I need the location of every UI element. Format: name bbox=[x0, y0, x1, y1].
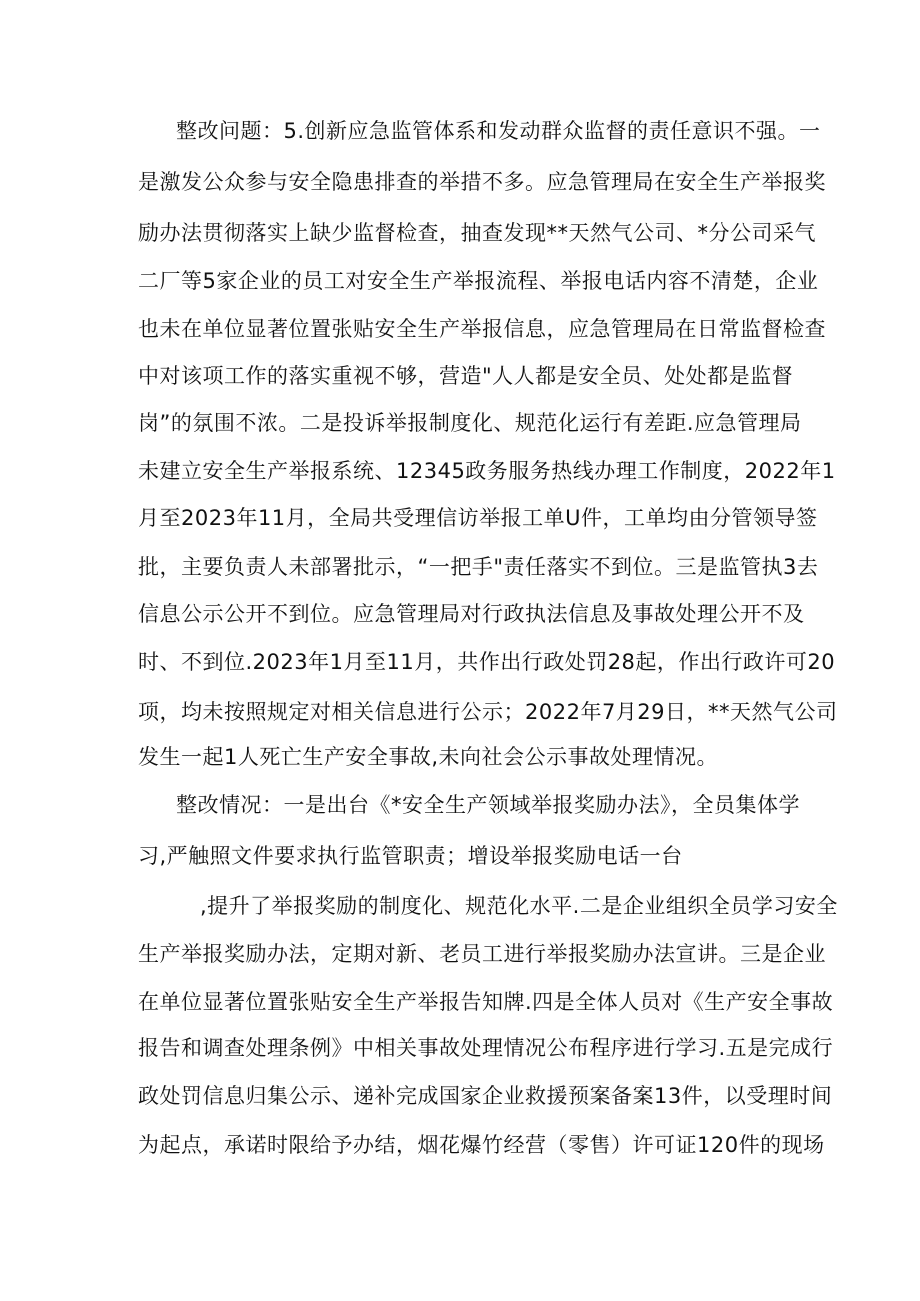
paragraph-1-line-4: 二厂等5家企业的员工对安全生产举报流程、举报电话内容不清楚，企业 bbox=[138, 269, 819, 293]
paragraph-1-line-3: 励办法贯彻落实上缺少监督检查，抽查发现**天然气公司、*分公司采气 bbox=[138, 221, 816, 245]
paragraph-1-line-2: 是激发公众参与安全隐患排查的举措不多。应急管理局在安全生产举报奖 bbox=[138, 170, 826, 194]
paragraph-3-line-5: 政处罚信息归集公示、递补完成国家企业救援预案备案13件，以受理时间 bbox=[138, 1084, 833, 1108]
paragraph-1-line-6: 中对该项工作的落实重视不够，营造"人人都是安全员、处处都是监督 bbox=[138, 364, 794, 388]
paragraph-2-line-2: 习,严触照文件要求执行监管职责；增设举报奖励电话一台 bbox=[138, 844, 683, 868]
paragraph-1-line-14: 发生一起1人死亡生产安全事故,未向社会公示事故处理情况。 bbox=[138, 745, 719, 769]
paragraph-2-line-1: 整改情况：一是出台《*安全生产领域举报奖励办法》，全员集体学 bbox=[176, 793, 800, 817]
paragraph-1-line-7: 岗”的氛围不浓。二是投诉举报制度化、规范化运行有差距.应急管理局 bbox=[138, 411, 802, 435]
paragraph-1-line-9: 月至2023年11月，全局共受理信访举报工单U件，工单均由分管领导签 bbox=[138, 506, 818, 530]
paragraph-1-line-10: 批，主要负责人未部署批示，“一把手"责任落实不到位。三是监管执3去 bbox=[138, 555, 819, 579]
paragraph-1-line-13: 项，均未按照规定对相关信息进行公示；2022年7月29日，**天然气公司 bbox=[138, 700, 838, 724]
paragraph-1-line-11: 信息公示公开不到位。应急管理局对行政执法信息及事故处理公开不及 bbox=[138, 602, 805, 626]
paragraph-3-line-4: 报告和调查处理条例》中相关事故处理情况公布程序进行学习.五是完成行 bbox=[138, 1036, 834, 1060]
paragraph-1-line-8: 未建立安全生产举报系统、12345政务服务热线办理工作制度，2022年1 bbox=[138, 459, 836, 483]
paragraph-3-line-2: 生产举报奖励办法，定期对新、老员工进行举报奖励办法宣讲。三是企业 bbox=[138, 942, 826, 966]
paragraph-3-line-3: 在单位显著位置张贴安全生产举报告知牌.四是全体人员对《生产安全事故 bbox=[138, 990, 834, 1014]
paragraph-1-line-1: 整改问题：5.创新应急监管体系和发动群众监督的责任意识不强。一 bbox=[176, 119, 821, 143]
paragraph-1-line-12: 时、不到位.2023年1月至11月，共作出行政处罚28起，作出行政许可20 bbox=[138, 650, 836, 674]
paragraph-3-line-1: ,提升了举报奖励的制度化、规范化水平.二是企业组织全员学习安全 bbox=[200, 894, 838, 918]
paragraph-1-line-5: 也未在单位显著位置张贴安全生产举报信息，应急管理局在日常监督检查 bbox=[138, 317, 826, 341]
paragraph-3-line-6: 为起点，承诺时限给予办结，烟花爆竹经营（零售）许可证120件的现场 bbox=[138, 1133, 825, 1157]
